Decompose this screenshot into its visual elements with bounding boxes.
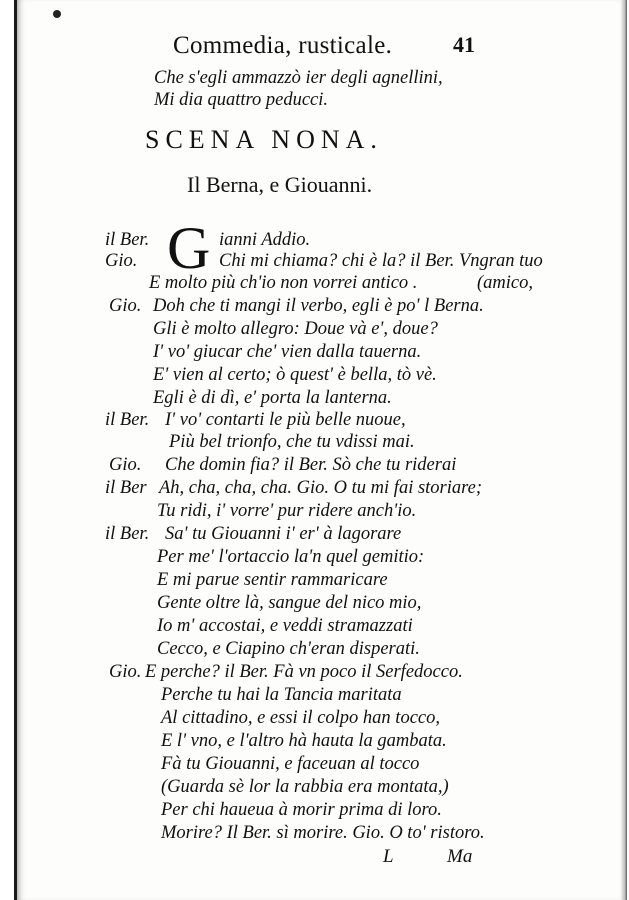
dialogue-line: E molto più ch'io non vorrei antico . bbox=[149, 273, 418, 293]
ink-blot bbox=[53, 10, 61, 18]
dialogue-line: Gli è molto allegro: Doue và e', doue? bbox=[153, 319, 438, 339]
dialogue-line: Egli è di dì, e' porta la lanterna. bbox=[153, 388, 392, 408]
speaker-label: Gio. bbox=[109, 455, 142, 475]
dialogue-line: Cecco, e Ciapino ch'eran disperati. bbox=[157, 639, 420, 659]
dialogue-line: E perche? il Ber. Fà vn poco il Serfedocco. bbox=[145, 662, 463, 682]
dialogue-line: Perche tu hai la Tancia maritata bbox=[161, 685, 402, 705]
dialogue-line: Gente oltre là, sangue del nico mio, bbox=[157, 593, 422, 613]
dialogue-line: E l' vno, e l'altro hà hauta la gambata. bbox=[161, 731, 447, 751]
verse-line: Mi dia quattro peducci. bbox=[154, 90, 329, 110]
book-page bbox=[14, 0, 627, 900]
drop-cap: G bbox=[167, 215, 211, 281]
scene-characters: Il Berna, e Giouanni. bbox=[187, 172, 373, 197]
dialogue-line: ianni Addio. bbox=[219, 230, 311, 250]
dialogue-line: Per me' l'ortaccio la'n quel gemitio: bbox=[157, 547, 425, 567]
speaker-label: il Ber. bbox=[105, 410, 150, 430]
speaker-label: Gio. bbox=[105, 251, 138, 271]
page-edge-shadow bbox=[620, 0, 627, 900]
speaker-label: il Ber. bbox=[105, 230, 150, 250]
dialogue-line: Chi mi chiama? chi è la? il Ber. Vngran tuo bbox=[219, 251, 543, 271]
dialogue-line: (Guarda sè lor la rabbia era montata,) bbox=[161, 777, 449, 797]
dialogue-line: I' vo' giucar che' vien dalla tauerna. bbox=[153, 342, 422, 362]
speaker-label: il Ber bbox=[105, 478, 147, 498]
dialogue-line: Ah, cha, cha, cha. Gio. O tu mi fai storiare; bbox=[159, 478, 483, 498]
speaker-label: Gio. bbox=[109, 662, 142, 682]
verse-line: Che s'egli ammazzò ier degli agnellini, bbox=[154, 68, 443, 88]
speaker-label: Gio. bbox=[109, 296, 142, 316]
dialogue-line: Tu ridi, i' vorre' pur ridere anch'io. bbox=[157, 501, 417, 521]
dialogue-line: E mi parue sentir rammaricare bbox=[157, 570, 388, 590]
dialogue-line: Che domin fia? il Ber. Sò che tu riderai bbox=[165, 455, 457, 475]
dialogue-line: Morire? Il Ber. sì morire. Gio. O to' ristoro. bbox=[161, 823, 485, 843]
turnover-word: (amico, bbox=[477, 273, 533, 293]
dialogue-line: Per chi haueua à morir prima di loro. bbox=[161, 800, 442, 820]
scene-title: SCENA NONA. bbox=[145, 125, 383, 154]
signature-mark: L bbox=[383, 846, 394, 867]
dialogue-line: Al cittadino, e essi il colpo han tocco, bbox=[161, 708, 440, 728]
dialogue-line: Doh che ti mangi il verbo, egli è po' l Berna. bbox=[153, 296, 484, 316]
dialogue-line: Io m' accostai, e veddi stramazzati bbox=[157, 616, 413, 636]
catchword: Ma bbox=[447, 846, 473, 867]
page-number: 41 bbox=[453, 32, 475, 57]
dialogue-line: I' vo' contarti le più belle nuoue, bbox=[165, 410, 406, 430]
dialogue-line: Più bel trionfo, che tu vdissi mai. bbox=[169, 432, 415, 452]
speaker-label: il Ber. bbox=[105, 524, 150, 544]
dialogue-line: Fà tu Giouanni, e faceuan al tocco bbox=[161, 754, 420, 774]
running-title: Commedia, rusticale. bbox=[173, 32, 393, 59]
dialogue-line: E' vien al certo; ò quest' è bella, tò vè. bbox=[153, 365, 437, 385]
page-header bbox=[17, 30, 617, 70]
dialogue-line: Sa' tu Giouanni i' er' à lagorare bbox=[165, 524, 402, 544]
